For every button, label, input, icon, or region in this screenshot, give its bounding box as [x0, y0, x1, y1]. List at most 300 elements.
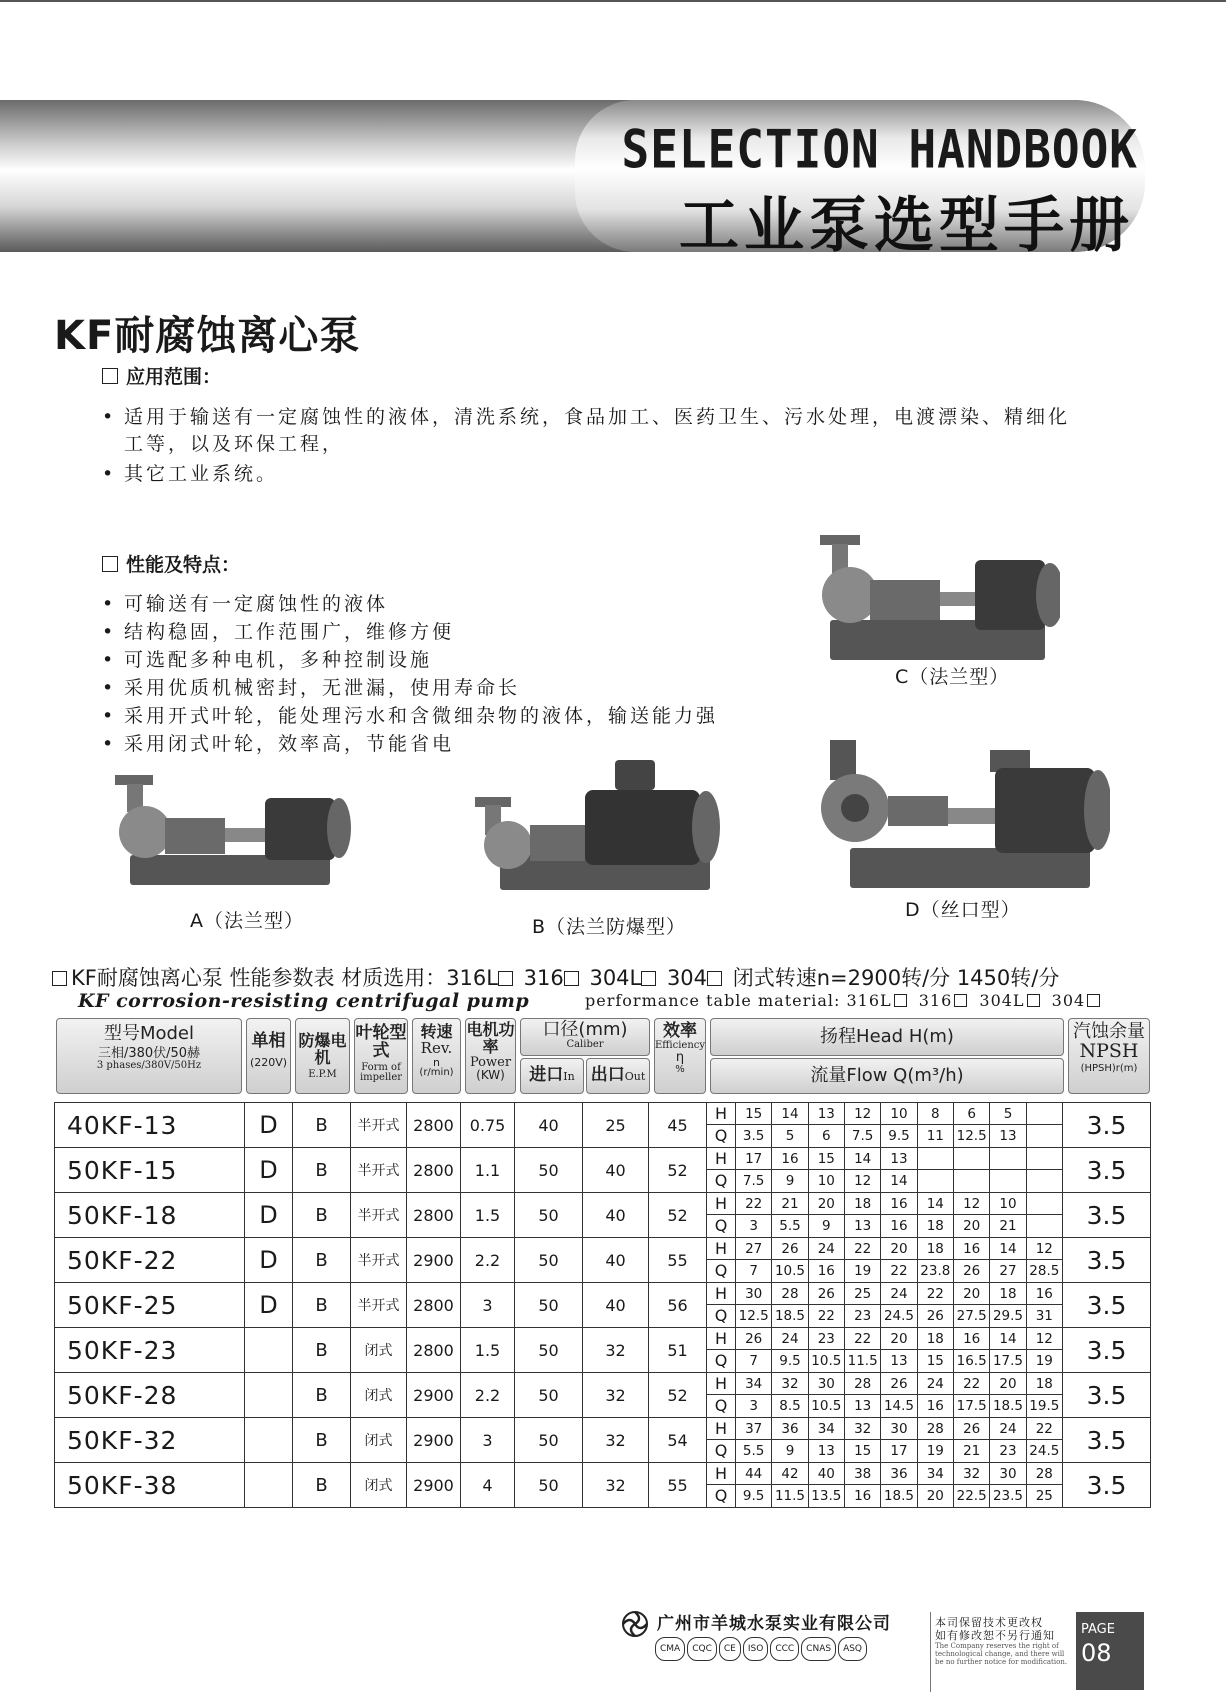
head-value: 5	[989, 1103, 1025, 1125]
head-value: 40	[808, 1463, 844, 1485]
flow-value: 15	[917, 1350, 953, 1372]
cell-eff: 55	[649, 1238, 707, 1283]
flow-value: 8.5	[771, 1395, 807, 1417]
cell-rev: 2900	[407, 1463, 461, 1508]
head-value: 8	[917, 1103, 953, 1125]
head-value: 34	[735, 1373, 771, 1395]
company-name: 广州市羊城水泵实业有限公司	[657, 1614, 891, 1634]
list-item: • 可选配多种电机，多种控制设施	[102, 649, 433, 671]
cell-rev: 2800	[407, 1148, 461, 1193]
head-value: 22	[844, 1328, 880, 1350]
table-row	[55, 1238, 1151, 1283]
flow-value: 17	[880, 1440, 916, 1462]
cell-eff: 54	[649, 1418, 707, 1463]
flow-value: 11	[917, 1125, 953, 1147]
head-value: 27	[735, 1238, 771, 1260]
head-label: H	[707, 1193, 735, 1215]
header-epm: 防爆电机 E.P.M	[295, 1018, 350, 1094]
flow-value: 13.5	[808, 1485, 844, 1507]
flow-label: Q	[714, 1351, 728, 1370]
cell-model: 50KF-23	[55, 1328, 245, 1373]
cell-eff: 52	[649, 1373, 707, 1418]
table-row	[55, 1283, 1151, 1328]
table-title: KF耐腐蚀离心泵 性能参数表 材质选用：316L 316 304L 304 闭式转速n=2900转/分 1450转/分	[52, 962, 1059, 992]
cell-impeller: 闭式	[351, 1418, 407, 1463]
application-list	[102, 404, 1122, 488]
table-subtitle-en: performance table material: 316L 316 304L 304	[585, 991, 1100, 1010]
image-caption-c: C（法兰型）	[895, 666, 1010, 688]
table-row	[55, 1463, 1151, 1508]
flow-value: 11.5	[771, 1485, 807, 1507]
flow-value	[1026, 1170, 1062, 1192]
product-title: KF耐腐蚀离心泵	[54, 313, 361, 359]
flow-value: 13	[844, 1395, 880, 1417]
flow-value: 9	[808, 1215, 844, 1237]
cell-epm: B	[293, 1418, 351, 1463]
head-value: 16	[880, 1193, 916, 1215]
cert-badge: CQC	[687, 1637, 717, 1661]
cell-out: 32	[583, 1373, 649, 1418]
company-logo-icon	[618, 1607, 652, 1641]
head-value: 13	[808, 1103, 844, 1125]
flow-value	[989, 1170, 1025, 1192]
checkbox-icon	[894, 994, 907, 1007]
cell-head-flow	[707, 1328, 1063, 1373]
head-value: 20	[808, 1193, 844, 1215]
head-value: 26	[771, 1238, 807, 1260]
head-value: 12	[844, 1103, 880, 1125]
flow-value: 12	[844, 1170, 880, 1192]
pump-image-d	[810, 738, 1110, 898]
cell-epm: B	[293, 1238, 351, 1283]
flow-value: 3.5	[735, 1125, 771, 1147]
flow-value: 7.5	[735, 1170, 771, 1192]
flow-value: 23	[844, 1305, 880, 1327]
head-value: 18	[917, 1328, 953, 1350]
head-value: 14	[917, 1193, 953, 1215]
cell-npsh: 3.5	[1063, 1148, 1151, 1193]
cert-badge: CE	[719, 1637, 741, 1661]
flow-value: 9	[771, 1170, 807, 1192]
flow-value: 12.5	[735, 1305, 771, 1327]
cell-head-flow	[707, 1238, 1063, 1283]
head-value: 44	[735, 1463, 771, 1485]
flow-value: 16.5	[953, 1350, 989, 1372]
flow-value: 9	[771, 1440, 807, 1462]
head-value: 20	[880, 1238, 916, 1260]
cell-power: 1.5	[461, 1328, 515, 1373]
flow-value: 21	[989, 1215, 1025, 1237]
flow-value: 26	[953, 1260, 989, 1282]
header-caliber: 口径(mm) Caliber	[520, 1018, 650, 1056]
head-value: 22	[917, 1283, 953, 1305]
cell-npsh: 3.5	[1063, 1328, 1151, 1373]
head-value: 18	[917, 1238, 953, 1260]
features-list	[102, 590, 718, 758]
cell-out: 32	[583, 1463, 649, 1508]
flow-value: 19.5	[1026, 1395, 1062, 1417]
header-single-phase: 单相 (220V)	[246, 1018, 291, 1094]
cell-impeller: 半开式	[351, 1193, 407, 1238]
flow-label: Q	[714, 1171, 728, 1190]
flow-value: 27	[989, 1260, 1025, 1282]
cell-npsh: 3.5	[1063, 1103, 1151, 1148]
checkbox-icon	[102, 556, 118, 572]
cell-single: D	[245, 1148, 293, 1193]
flow-value: 20	[953, 1215, 989, 1237]
cell-single: D	[245, 1238, 293, 1283]
image-caption-d: D（丝口型）	[905, 899, 1021, 921]
cert-badge: CNAS	[801, 1637, 836, 1661]
head-value: 30	[735, 1283, 771, 1305]
flow-value: 13	[880, 1350, 916, 1372]
head-value: 32	[953, 1463, 989, 1485]
checkbox-icon	[102, 368, 118, 384]
flow-value: 23.8	[917, 1260, 953, 1282]
flow-value: 12.5	[953, 1125, 989, 1147]
list-item: • 适用于输送有一定腐蚀性的液体，清洗系统，食品加工、医药卫生、污水处理，电渡漂染、精细化	[102, 406, 1071, 428]
pump-image-a	[105, 770, 355, 900]
flow-value: 18.5	[989, 1395, 1025, 1417]
cell-eff: 56	[649, 1283, 707, 1328]
header-npsh: 汽蚀余量 NPSH (HPSH)r(m)	[1068, 1018, 1150, 1094]
head-value: 34	[808, 1418, 844, 1440]
head-value: 32	[771, 1373, 807, 1395]
cell-rev: 2800	[407, 1328, 461, 1373]
cell-power: 2.2	[461, 1238, 515, 1283]
head-value: 22	[1026, 1418, 1062, 1440]
list-item: • 采用开式叶轮，能处理污水和含微细杂物的液体，输送能力强	[102, 705, 719, 727]
head-label: H	[707, 1418, 735, 1440]
head-value: 28	[917, 1418, 953, 1440]
cell-out: 32	[583, 1328, 649, 1373]
flow-value: 9.5	[880, 1125, 916, 1147]
head-value: 12	[953, 1193, 989, 1215]
flow-value: 31	[1026, 1305, 1062, 1327]
flow-label: Q	[714, 1396, 728, 1415]
flow-value: 22.5	[953, 1485, 989, 1507]
certification-badges	[655, 1637, 867, 1661]
flow-value: 10.5	[808, 1350, 844, 1372]
flow-value: 5.5	[771, 1215, 807, 1237]
flow-value: 28.5	[1026, 1260, 1062, 1282]
head-value: 14	[989, 1238, 1025, 1260]
head-value: 17	[735, 1148, 771, 1170]
cell-model: 50KF-25	[55, 1283, 245, 1328]
flow-label: Q	[714, 1261, 728, 1280]
cell-single	[245, 1373, 293, 1418]
head-value: 20	[880, 1328, 916, 1350]
cell-single	[245, 1463, 293, 1508]
head-value: 10	[989, 1193, 1025, 1215]
list-item: • 采用优质机械密封，无泄漏，使用寿命长	[102, 677, 521, 699]
head-label: H	[707, 1103, 735, 1125]
cell-model: 50KF-22	[55, 1238, 245, 1283]
flow-value: 19	[917, 1440, 953, 1462]
cell-power: 4	[461, 1463, 515, 1508]
flow-label: Q	[714, 1126, 728, 1145]
checkbox-icon	[1027, 994, 1040, 1007]
cell-in: 50	[515, 1418, 583, 1463]
flow-value: 21	[953, 1440, 989, 1462]
flow-value: 19	[844, 1260, 880, 1282]
cell-epm: B	[293, 1373, 351, 1418]
cell-impeller: 半开式	[351, 1103, 407, 1148]
checkbox-icon	[564, 971, 579, 986]
cell-out: 32	[583, 1418, 649, 1463]
cell-single	[245, 1328, 293, 1373]
flow-value: 15	[844, 1440, 880, 1462]
flow-value: 3	[735, 1395, 771, 1417]
cell-head-flow	[707, 1193, 1063, 1238]
head-value: 22	[735, 1193, 771, 1215]
head-value: 26	[953, 1418, 989, 1440]
cell-eff: 52	[649, 1193, 707, 1238]
flow-label: Q	[714, 1216, 728, 1235]
head-value: 14	[989, 1328, 1025, 1350]
flow-value: 24.5	[880, 1305, 916, 1327]
flow-value: 18.5	[771, 1305, 807, 1327]
cell-single: D	[245, 1103, 293, 1148]
head-value: 34	[917, 1463, 953, 1485]
flow-value: 16	[844, 1485, 880, 1507]
cell-npsh: 3.5	[1063, 1238, 1151, 1283]
header-rev: 转速 Rev. n (r/min)	[412, 1018, 461, 1094]
flow-value: 18.5	[880, 1485, 916, 1507]
cell-out: 40	[583, 1148, 649, 1193]
flow-value: 16	[917, 1395, 953, 1417]
cell-in: 40	[515, 1103, 583, 1148]
cell-model: 50KF-15	[55, 1148, 245, 1193]
cell-out: 40	[583, 1193, 649, 1238]
footer-note: 本司保留技术更改权 如有修改恕不另行通知 The Company reserves the right of technological change, and there will be no further notice for modification.	[935, 1616, 1068, 1666]
cell-epm: B	[293, 1463, 351, 1508]
flow-value: 25	[1026, 1485, 1062, 1507]
head-value: 16	[953, 1238, 989, 1260]
head-value: 16	[1026, 1283, 1062, 1305]
performance-table	[54, 1102, 1151, 1508]
head-value	[953, 1148, 989, 1170]
head-value: 22	[953, 1373, 989, 1395]
flow-value: 14.5	[880, 1395, 916, 1417]
cell-epm: B	[293, 1193, 351, 1238]
cell-in: 50	[515, 1463, 583, 1508]
list-item: • 采用闭式叶轮，效率高，节能省电	[102, 733, 455, 755]
head-value: 24	[917, 1373, 953, 1395]
head-label: H	[707, 1283, 735, 1305]
flow-value: 22	[808, 1305, 844, 1327]
checkbox-icon	[52, 971, 67, 986]
cell-npsh: 3.5	[1063, 1373, 1151, 1418]
head-value: 15	[735, 1103, 771, 1125]
checkbox-icon	[954, 994, 967, 1007]
cell-head-flow	[707, 1148, 1063, 1193]
flow-value: 18	[917, 1215, 953, 1237]
cell-power: 1.5	[461, 1193, 515, 1238]
head-value: 14	[844, 1148, 880, 1170]
head-value: 18	[989, 1283, 1025, 1305]
cell-head-flow	[707, 1373, 1063, 1418]
flow-value: 13	[844, 1215, 880, 1237]
head-value: 36	[880, 1463, 916, 1485]
cell-epm: B	[293, 1103, 351, 1148]
checkbox-icon	[1087, 994, 1100, 1007]
page-number-box	[1076, 1612, 1144, 1690]
cell-model: 40KF-13	[55, 1103, 245, 1148]
flow-value: 6	[808, 1125, 844, 1147]
head-value: 16	[953, 1328, 989, 1350]
flow-value: 3	[735, 1215, 771, 1237]
head-value: 13	[880, 1148, 916, 1170]
flow-value: 7	[735, 1260, 771, 1282]
cert-badge: ISO	[743, 1637, 768, 1661]
top-rule	[0, 0, 1226, 2]
flow-value	[1026, 1125, 1062, 1147]
cell-single	[245, 1418, 293, 1463]
flow-value: 13	[808, 1440, 844, 1462]
header-head: 扬程Head H(m)	[710, 1018, 1064, 1056]
head-value: 36	[771, 1418, 807, 1440]
flow-value: 17.5	[953, 1395, 989, 1417]
cell-out: 25	[583, 1103, 649, 1148]
cell-impeller: 闭式	[351, 1328, 407, 1373]
list-item: • 结构稳固，工作范围广，维修方便	[102, 621, 455, 643]
table-row	[55, 1103, 1151, 1148]
cert-badge: CMA	[655, 1637, 685, 1661]
flow-value: 7.5	[844, 1125, 880, 1147]
head-value: 12	[1026, 1328, 1062, 1350]
table-row	[55, 1148, 1151, 1193]
cell-head-flow	[707, 1463, 1063, 1508]
cell-eff: 51	[649, 1328, 707, 1373]
head-value: 38	[844, 1463, 880, 1485]
table-row	[55, 1418, 1151, 1463]
cell-impeller: 闭式	[351, 1373, 407, 1418]
cell-model: 50KF-18	[55, 1193, 245, 1238]
flow-value: 16	[880, 1215, 916, 1237]
cell-head-flow	[707, 1103, 1063, 1148]
list-item: • 可输送有一定腐蚀性的液体	[102, 593, 389, 615]
head-value: 26	[735, 1328, 771, 1350]
cell-in: 50	[515, 1238, 583, 1283]
flow-value: 20	[917, 1485, 953, 1507]
header-inlet: 进口In	[520, 1058, 584, 1094]
head-label: H	[707, 1238, 735, 1260]
flow-value: 10	[808, 1170, 844, 1192]
flow-value: 23.5	[989, 1485, 1025, 1507]
flow-value: 5	[771, 1125, 807, 1147]
head-value: 24	[771, 1328, 807, 1350]
cell-model: 50KF-28	[55, 1373, 245, 1418]
flow-value	[953, 1170, 989, 1192]
head-label: H	[707, 1373, 735, 1395]
pump-image-c	[810, 530, 1060, 670]
table-row	[55, 1193, 1151, 1238]
head-value: 30	[808, 1373, 844, 1395]
flow-value: 13	[989, 1125, 1025, 1147]
handbook-title-cn: 工业泵选型手册	[679, 191, 1134, 261]
flow-value: 22	[880, 1260, 916, 1282]
cell-in: 50	[515, 1283, 583, 1328]
head-value: 24	[880, 1283, 916, 1305]
flow-value: 10.5	[771, 1260, 807, 1282]
features-heading: 性能及特点：	[102, 550, 240, 577]
page-number: 08	[1081, 1639, 1112, 1667]
table-row	[55, 1328, 1151, 1373]
cell-out: 40	[583, 1283, 649, 1328]
head-value: 42	[771, 1463, 807, 1485]
flow-value: 24.5	[1026, 1440, 1062, 1462]
cell-epm: B	[293, 1328, 351, 1373]
head-value: 26	[880, 1373, 916, 1395]
cell-rev: 2900	[407, 1373, 461, 1418]
head-value: 24	[989, 1418, 1025, 1440]
header-impeller: 叶轮型式 Form of impeller	[354, 1018, 408, 1094]
cell-rev: 2800	[407, 1283, 461, 1328]
head-value: 12	[1026, 1238, 1062, 1260]
cell-single: D	[245, 1283, 293, 1328]
cell-power: 0.75	[461, 1103, 515, 1148]
cell-npsh: 3.5	[1063, 1463, 1151, 1508]
flow-value: 10.5	[808, 1395, 844, 1417]
application-heading: 应用范围：	[102, 362, 221, 389]
cell-power: 1.1	[461, 1148, 515, 1193]
flow-value: 14	[880, 1170, 916, 1192]
head-value: 30	[880, 1418, 916, 1440]
handbook-title-en: SELECTION HANDBOOK	[621, 118, 1138, 181]
checkbox-icon	[641, 971, 656, 986]
image-caption-a: A（法兰型）	[190, 910, 304, 932]
head-value: 37	[735, 1418, 771, 1440]
cell-out: 40	[583, 1238, 649, 1283]
cell-power: 2.2	[461, 1373, 515, 1418]
head-value	[1026, 1148, 1062, 1170]
flow-value: 9.5	[771, 1350, 807, 1372]
checkbox-icon	[707, 971, 722, 986]
head-value	[989, 1148, 1025, 1170]
flow-value: 19	[1026, 1350, 1062, 1372]
page-label: PAGE	[1081, 1622, 1115, 1637]
flow-value: 27.5	[953, 1305, 989, 1327]
flow-value: 23	[989, 1440, 1025, 1462]
cell-npsh: 3.5	[1063, 1193, 1151, 1238]
head-value: 28	[771, 1283, 807, 1305]
head-value: 6	[953, 1103, 989, 1125]
cell-impeller: 半开式	[351, 1148, 407, 1193]
head-value: 28	[1026, 1463, 1062, 1485]
cell-head-flow	[707, 1283, 1063, 1328]
header-model: 型号Model 三相/380伏/50赫 3 phases/380V/50Hz	[56, 1018, 242, 1094]
flow-value: 16	[808, 1260, 844, 1282]
cert-badge: CCC	[770, 1637, 799, 1661]
flow-label: Q	[714, 1441, 728, 1460]
flow-value: 5.5	[735, 1440, 771, 1462]
cell-npsh: 3.5	[1063, 1418, 1151, 1463]
head-value: 14	[771, 1103, 807, 1125]
head-value: 28	[844, 1373, 880, 1395]
cell-eff: 55	[649, 1463, 707, 1508]
list-item: • 其它工业系统。	[102, 463, 279, 485]
cell-power: 3	[461, 1283, 515, 1328]
image-caption-b: B（法兰防爆型）	[532, 916, 687, 938]
cell-rev: 2800	[407, 1193, 461, 1238]
cell-impeller: 半开式	[351, 1238, 407, 1283]
cell-model: 50KF-38	[55, 1463, 245, 1508]
head-value: 25	[844, 1283, 880, 1305]
head-value: 32	[844, 1418, 880, 1440]
cell-rev: 2900	[407, 1238, 461, 1283]
flow-value	[1026, 1215, 1062, 1237]
